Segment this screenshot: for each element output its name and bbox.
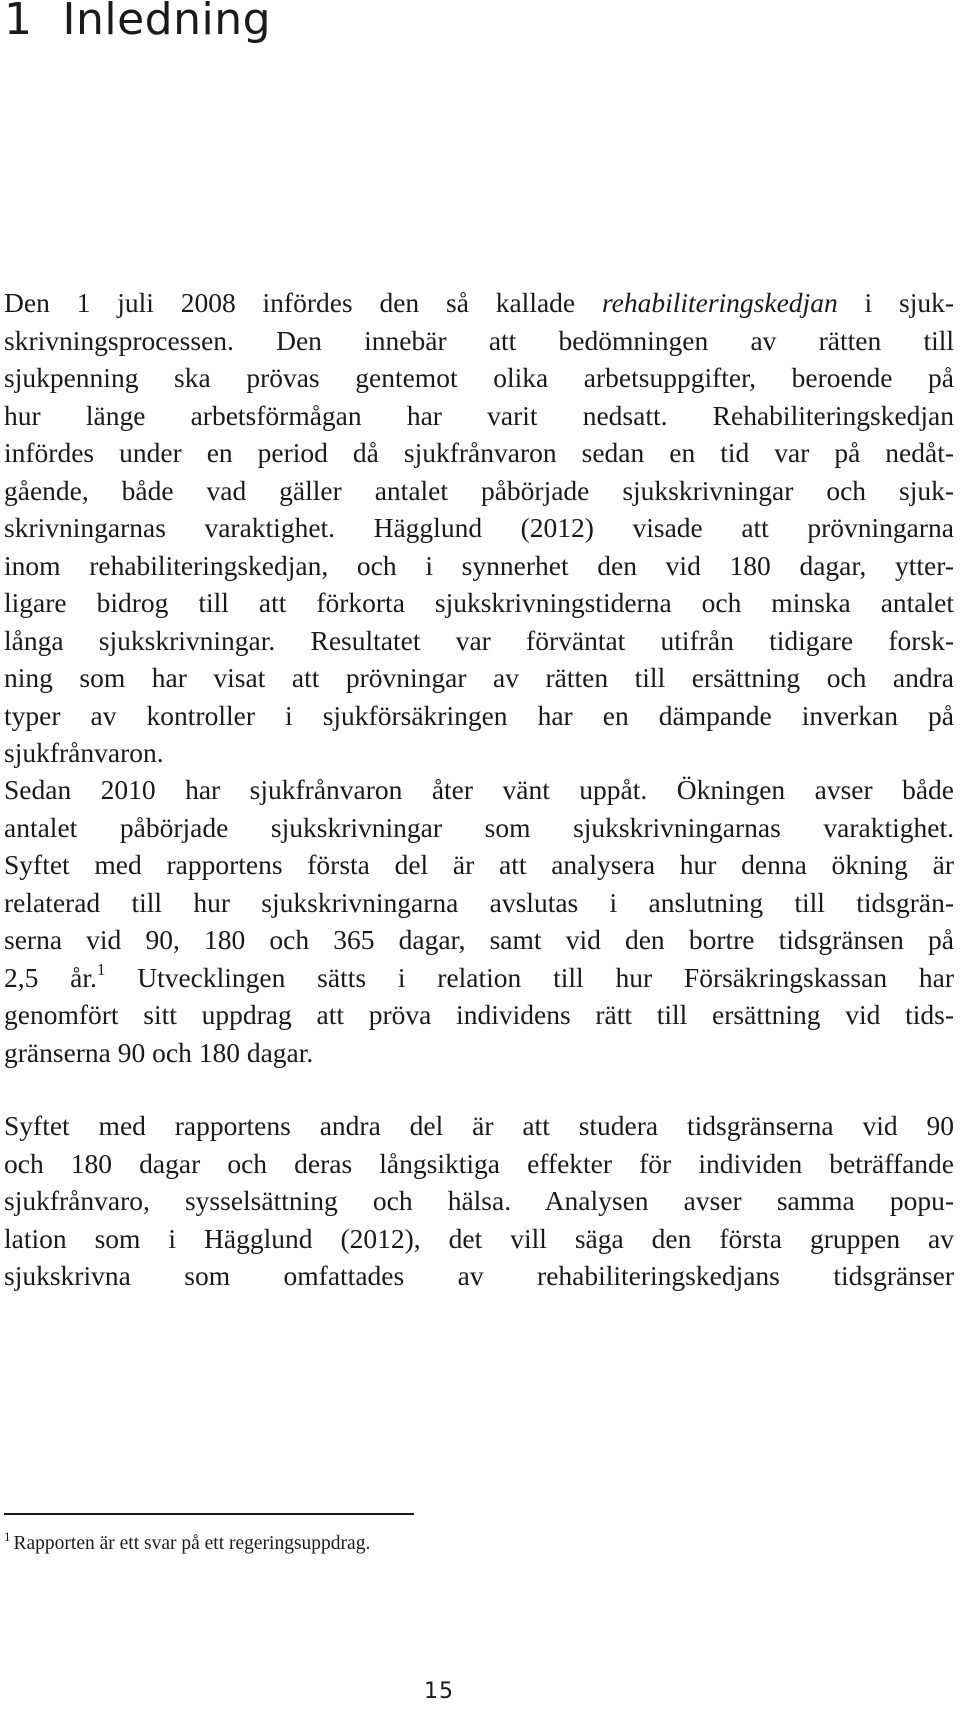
text-line: gående, både vad gäller antalet påbörjade sjukskrivningar och sjuk-: [4, 474, 954, 506]
text-line: sjukfrånvaro, sysselsättning och hälsa. Analysen avser samma popu-: [4, 1185, 954, 1216]
text-line: hur länge arbetsförmågan har varit nedsatt. Rehabiliteringskedjan: [4, 399, 954, 431]
text-line: Sedan 2010 har sjukfrånvaron åter vänt uppåt. Ökningen avser både: [4, 774, 954, 805]
text-line: sjukfrånvaron.: [4, 737, 164, 768]
text-run: Den 1 juli 2008 infördes den så kallade: [4, 287, 602, 318]
text-line: serna vid 90, 180 och 365 dagar, samt vid den bortre tidsgränsen på: [4, 924, 954, 955]
text-run: i sjuk-: [837, 287, 954, 318]
text-line: genomfört sitt uppdrag att pröva individens rätt till ersättning vid tids-: [4, 999, 954, 1030]
text-line: sjukskrivna som omfattades av rehabiliteringskedjans tidsgränser: [4, 1260, 954, 1291]
text-line: [4, 959, 954, 997]
paragraph-purpose-part2: [4, 1107, 954, 1295]
footnote-reference[interactable]: 1: [96, 959, 106, 979]
text-line: inom rehabiliteringskedjan, och i synnerhet den vid 180 dagar, ytter-: [4, 549, 954, 581]
page-number: 15: [424, 1679, 454, 1704]
text-line: relaterad till hur sjukskrivningarna avslutas i anslutning till tidsgrän-: [4, 886, 954, 918]
text-line: och 180 dagar och deras långsiktiga effekter för individen beträffande: [4, 1147, 954, 1179]
text-line: långa sjukskrivningar. Resultatet var förväntat utifrån tidigare forsk-: [4, 624, 954, 656]
footnote-number: 1: [4, 1529, 11, 1544]
text-line: ligare bidrog till att förkorta sjukskrivningstiderna och minska antalet: [4, 587, 954, 618]
text-line: skrivningsprocessen. Den innebär att bedömningen av rätten till: [4, 324, 954, 356]
footnote-divider: [4, 1513, 414, 1515]
text-line: Syftet med rapportens första del är att analysera hur denna ökning är: [4, 849, 954, 880]
chapter-title: Inledning: [62, 0, 272, 45]
text-line: infördes under en period då sjukfrånvaron sedan en tid var på nedåt-: [4, 437, 954, 468]
paragraph-purpose-part1: [4, 771, 954, 1071]
footnote: [4, 1530, 370, 1558]
text-line: gränserna 90 och 180 dagar.: [4, 1036, 314, 1068]
text-line: [4, 284, 954, 322]
text-line: Syftet med rapportens andra del är att studera tidsgränserna vid 90: [4, 1110, 954, 1141]
text-line: typer av kontroller i sjukförsäkringen har en dämpande inverkan på: [4, 699, 954, 731]
footnote-text: Rapporten är ett svar på ett regeringsuppdrag.: [13, 1533, 371, 1554]
text-run: Utvecklingen sätts i relation till hur Försäkringskassan har: [105, 961, 954, 993]
paragraph-intro: [4, 284, 954, 772]
text-line: antalet påbörjade sjukskrivningar som sjukskrivningarnas varaktighet.: [4, 811, 954, 843]
text-line: lation som i Hägglund (2012), det vill säga den första gruppen av: [4, 1222, 954, 1254]
text-line: sjukpenning ska prövas gentemot olika arbetsuppgifter, beroende på: [4, 362, 954, 393]
text-run: 2,5 år.: [4, 961, 97, 993]
text-line: ning som har visat att prövningar av rätten till ersättning och andra: [4, 662, 954, 693]
emphasized-term: rehabiliteringskedjan: [601, 287, 838, 318]
text-line: skrivningarnas varaktighet. Hägglund (2012) visade att prövningarna: [4, 512, 954, 543]
chapter-heading: [4, 0, 271, 48]
chapter-number: 1: [4, 0, 33, 45]
